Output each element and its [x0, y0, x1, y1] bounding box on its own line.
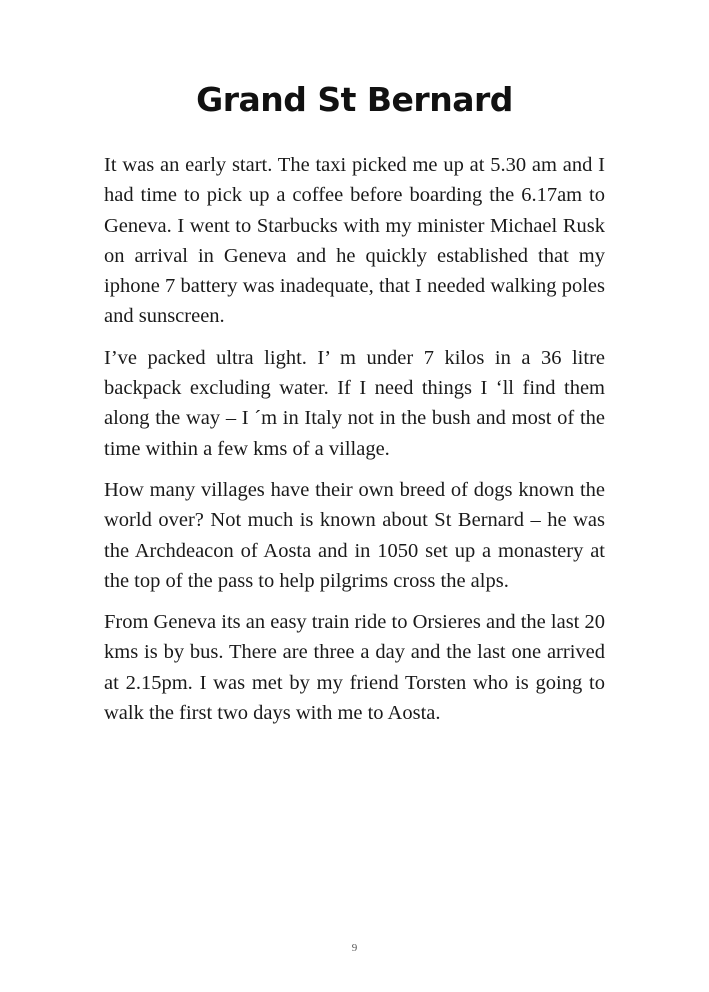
paragraph-st-bernard-history: How many villages have their own breed of dogs known the world over? Not much is known about St Bernard – he was the Archdeacon of Aosta and in 1050 set up a monastery at the top of the pass to help pilgrims cross the alps. [104, 478, 605, 592]
page-number: 9 [351, 942, 358, 954]
page-title: Grand St Bernard [196, 80, 513, 119]
paragraph-packing: I’ve packed ultra light. I’ m under 7 kilos in a 36 litre backpack excluding water. If I need things I ‘ll find them along the way – I ´m in Italy not in the bush and most of the time within a few kms of a village. [104, 346, 605, 460]
paragraph-train-bus: From Geneva its an easy train ride to Orsieres and the last 20 kms is by bus. There are three a day and the last one arrived at 2.15pm. I was met by my friend Torsten who is going to walk the first two days with me to Aosta. [104, 611, 605, 725]
body-text [104, 150, 605, 739]
paragraph-taxi-start: It was an early start. The taxi picked me up at 5.30 am and I had time to pick up a coffee before boarding the 6.17am to Geneva. I went to Starbucks with my minister Michael Rusk on arrival in Geneva and he quickly established that my iphone 7 battery was inadequate, that I needed walking poles and sunscreen. [104, 154, 605, 328]
